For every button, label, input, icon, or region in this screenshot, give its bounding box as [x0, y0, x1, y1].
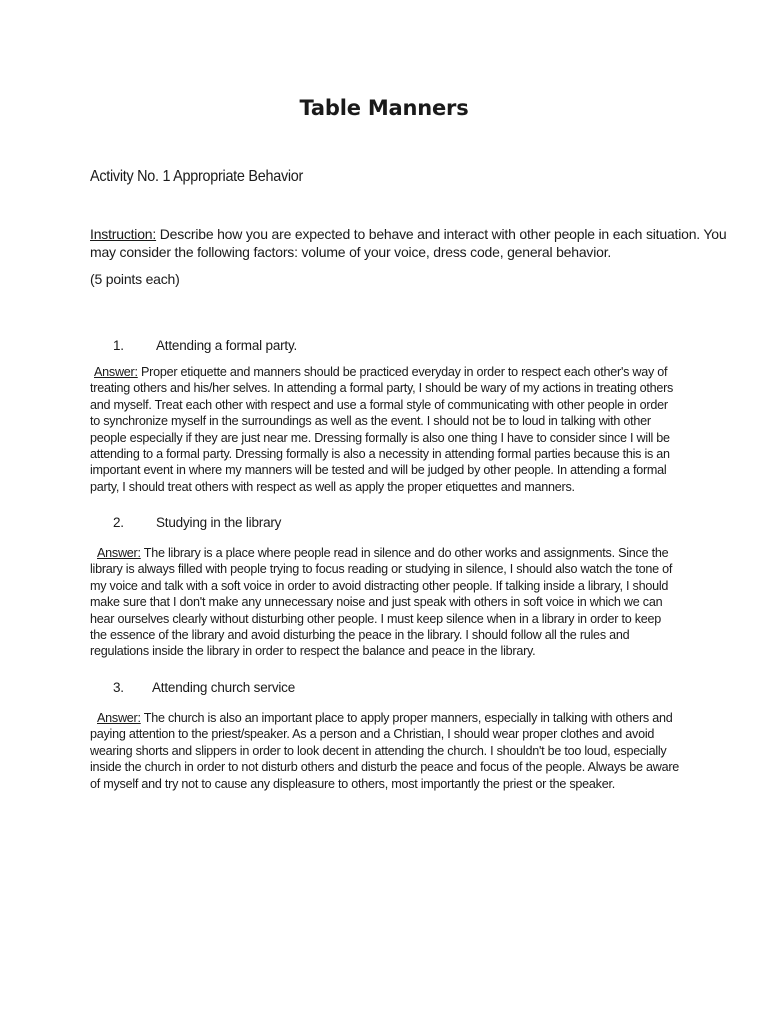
item-heading-3 — [113, 680, 513, 700]
answer-paragraph-2 — [90, 545, 680, 660]
document-title: Table Manners — [299, 96, 469, 120]
points-note: (5 points each) — [90, 271, 180, 287]
answer-label: Answer: — [94, 365, 138, 379]
answer-label: Answer: — [97, 546, 141, 560]
item-title: Attending church service — [152, 680, 296, 695]
item-number: 2. — [113, 515, 124, 530]
answer-paragraph-1 — [90, 364, 680, 495]
answer-text: Proper etiquette and manners should be practiced everyday in order to respect each other's way of treating others and his/her selves. In attending a formal party, I should be wary of my actions in treating others and myself. Treat each other with respect and use a formal style of communicating with other people in order to synchronize myself in the surroundings as well as the event. I should not be to loud in talking with other people especially if they are just near me. Dressing formally is also one thing I have to consider since I will be attending to a formal party. Dressing formally is also a necessity in attending formal parties because this is an important event in where my manners will be tested and will be judged by other people. In attending a formal party, I should treat others with respect as well as apply the proper etiquettes and manners. — [90, 365, 674, 494]
item-heading-2 — [113, 515, 513, 535]
item-title: Attending a formal party. — [156, 338, 298, 353]
answer-text: The library is a place where people read in silence and do other works and assignments. Since the library is always filled with people trying to focus reading or studying in silence, I should also watch the tone of my voice and talk with a soft voice in order to avoid distracting other people. If talking inside a library, I should make sure that I don't make any unnecessary noise and just speak with others in soft voice in which we can hear ourselves clearly without disturbing other people. I must keep silence when in a library in order to keep the essence of the library and avoid disturbing the peace in the library. I should follow all the rules and regulations inside the library in order to respect the balance and peace in the library. — [90, 546, 673, 659]
answer-text: The church is also an important place to apply proper manners, especially in talking with others and paying attention to the priest/speaker. As a person and a Christian, I should wear proper clothes and avoid wearing shorts and slippers in order to look decent in attending the church. I shouldn't be too loud, especially inside the church in order to not disturb others and disturb the peace and focus of the people. Always be aware of myself and try not to cause any displeasure to others, most importantly the priest or the speaker. — [90, 711, 680, 791]
item-title: Studying in the library — [156, 515, 282, 530]
answer-paragraph-3 — [90, 710, 680, 792]
activity-heading: Activity No. 1 Appropriate Behavior — [90, 168, 304, 185]
instruction-paragraph — [90, 225, 730, 261]
item-number: 3. — [113, 680, 124, 695]
item-number: 1. — [113, 338, 124, 353]
answer-label: Answer: — [97, 711, 141, 725]
instruction-label: Instruction: — [90, 226, 157, 242]
instruction-text: Describe how you are expected to behave and interact with other people in each situation. You may consider the following factors: volume of your voice, dress code, general behavior. — [90, 226, 727, 260]
item-heading-1 — [113, 338, 513, 358]
